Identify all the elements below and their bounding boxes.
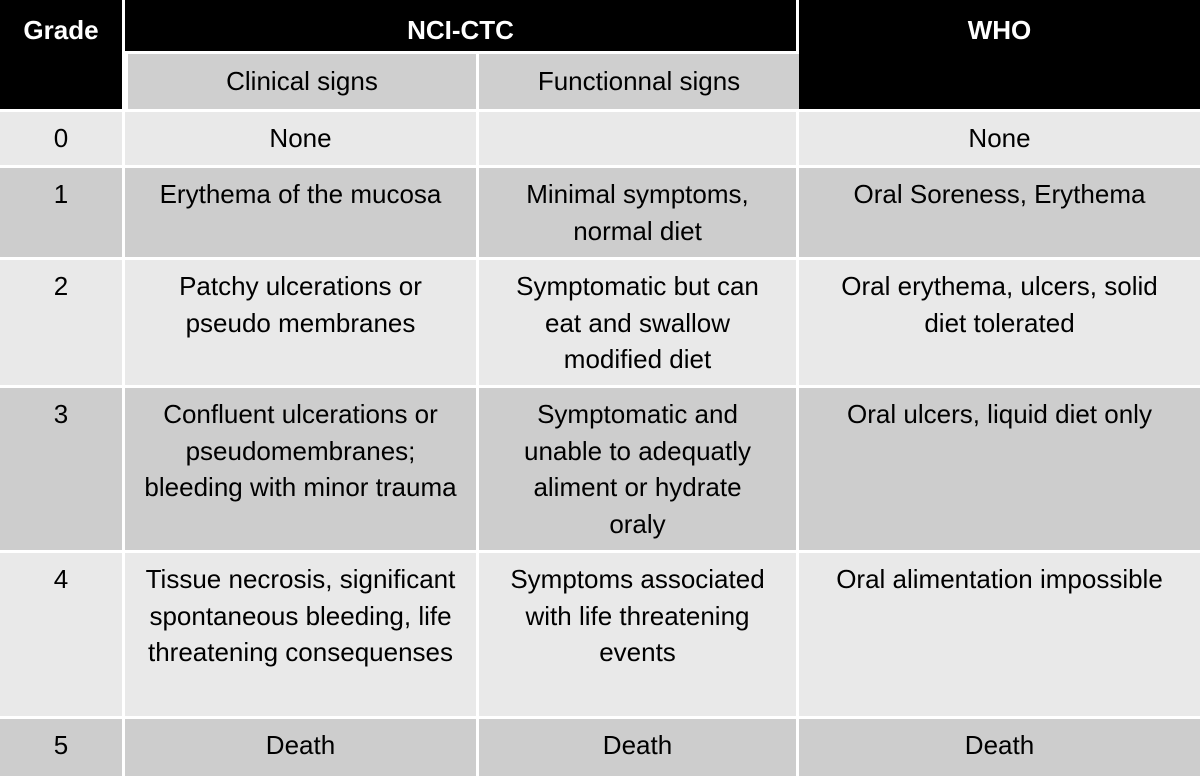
table-row: [0, 260, 1200, 388]
functional-text: Minimal symptoms, normal diet: [526, 179, 749, 246]
clinical-cell: [125, 260, 479, 388]
functional-cell: [479, 553, 799, 719]
table-row: [0, 168, 1200, 260]
header-who: WHO: [799, 0, 1200, 112]
functional-cell: [479, 260, 799, 388]
functional-text: Symptomatic but can eat and swallow modified diet: [516, 271, 759, 374]
table-row: [0, 719, 1200, 779]
functional-cell: [479, 388, 799, 553]
grade-cell: 4: [0, 553, 125, 719]
clinical-cell: None: [125, 112, 479, 168]
functional-cell: [479, 168, 799, 260]
grade-cell: 2: [0, 260, 125, 388]
subheader-clinical-signs: Clinical signs: [125, 54, 479, 112]
grade-cell: 1: [0, 168, 125, 260]
table-row: [0, 112, 1200, 168]
who-cell: None: [799, 112, 1200, 168]
clinical-text: Confluent ulcerations or pseudomembranes; bleeding with minor trauma: [144, 399, 457, 502]
clinical-cell: [125, 388, 479, 553]
who-text: Oral erythema, ulcers, solid diet tolerated: [841, 271, 1158, 338]
header-grade: Grade: [0, 0, 125, 112]
table-row: [0, 388, 1200, 553]
grade-cell: 3: [0, 388, 125, 553]
who-cell: Oral ulcers, liquid diet only: [799, 388, 1200, 553]
grade-cell: 5: [0, 719, 125, 779]
who-cell: Death: [799, 719, 1200, 779]
functional-cell: Death: [479, 719, 799, 779]
functional-text: Symptomatic and unable to adequatly aliment or hydrate oraly: [524, 399, 751, 539]
functional-cell: [479, 112, 799, 168]
clinical-cell: Erythema of the mucosa: [125, 168, 479, 260]
who-cell: Oral alimentation impossible: [799, 553, 1200, 719]
clinical-cell: [125, 553, 479, 719]
clinical-text: Patchy ulcerations or pseudo membranes: [179, 271, 422, 338]
clinical-cell: Death: [125, 719, 479, 779]
functional-text: Symptoms associated with life threatening events: [510, 564, 765, 667]
table-row: [0, 553, 1200, 719]
who-cell: Oral Soreness, Erythema: [799, 168, 1200, 260]
who-cell: [799, 260, 1200, 388]
subheader-functional-signs: Functionnal signs: [479, 54, 799, 112]
header-nci-ctc: NCI-CTC: [125, 0, 799, 54]
grade-cell: 0: [0, 112, 125, 168]
clinical-text: Tissue necrosis, significant spontaneous bleeding, life threatening consequenses: [145, 564, 456, 667]
